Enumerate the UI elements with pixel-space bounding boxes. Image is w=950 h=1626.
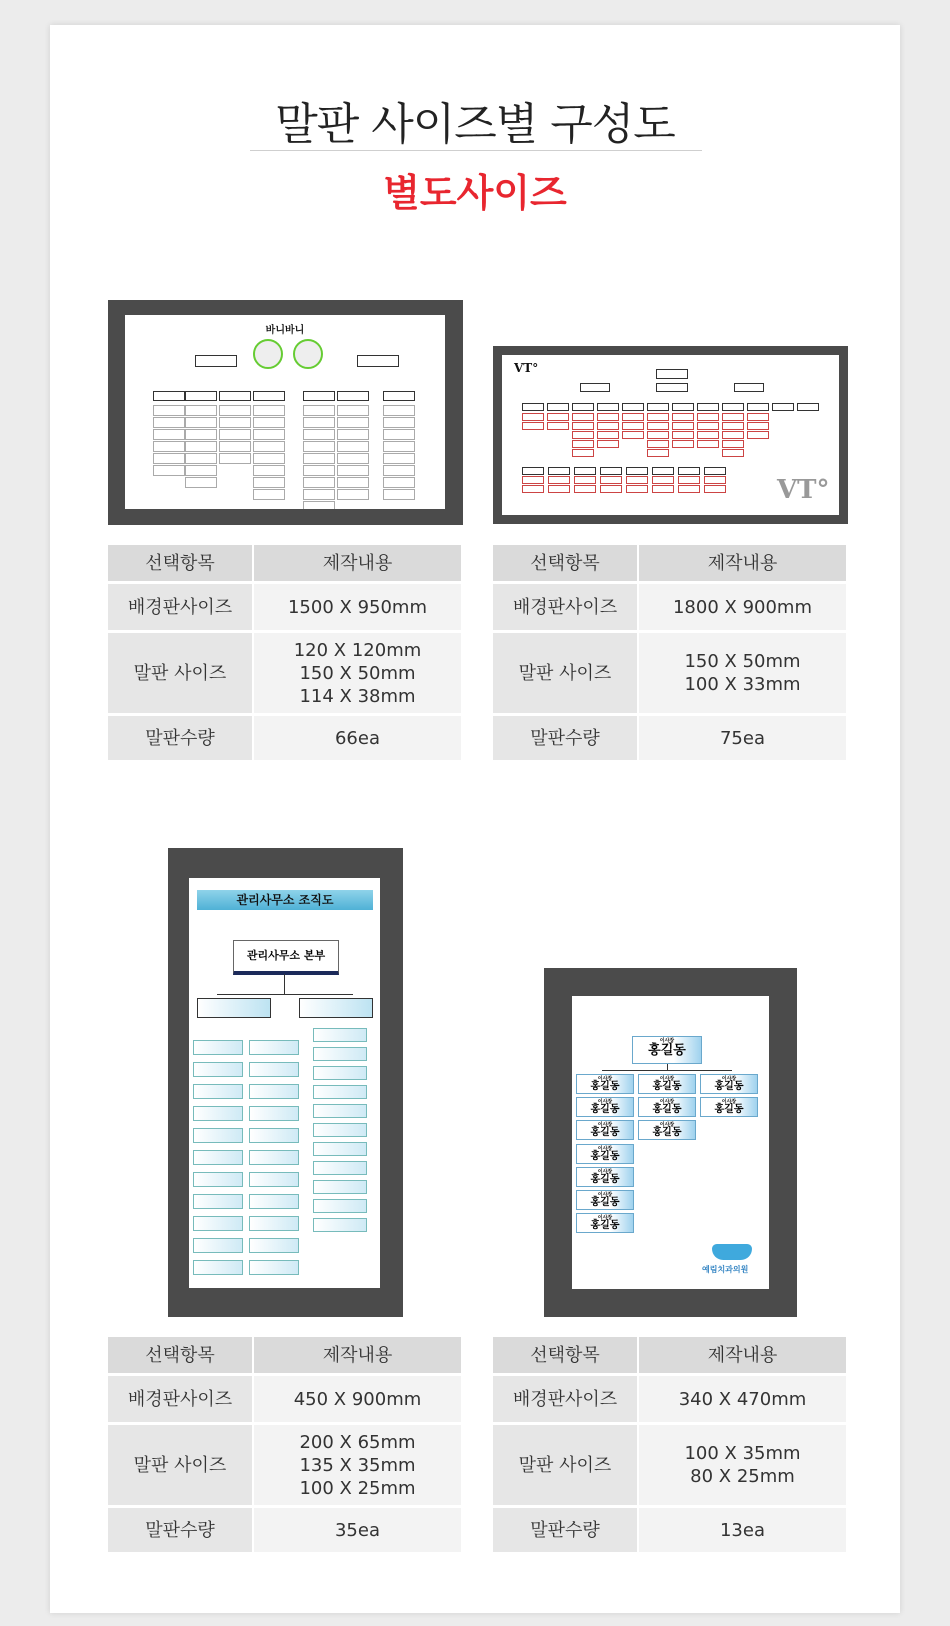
product-3-qty: 35ea xyxy=(253,1507,461,1553)
mini-name-plate xyxy=(576,1190,634,1210)
mini-name-plate xyxy=(597,422,619,430)
mini-name-plate xyxy=(734,383,764,392)
mini-name-plate xyxy=(303,441,335,452)
mini-name-plate xyxy=(313,1028,367,1042)
mini-name-plate xyxy=(638,1120,696,1140)
mini-name-plate xyxy=(704,476,726,484)
mini-name-plate xyxy=(747,422,769,430)
mini-name-plate xyxy=(638,1097,696,1117)
mini-plate-role: 이사장 xyxy=(597,1099,613,1105)
product-1-plate-size: 120 X 120mm xyxy=(293,639,422,661)
product-4-plate-size: 80 X 25mm xyxy=(690,1466,795,1487)
mini-dept-box xyxy=(572,403,594,411)
row-label-plate: 말판 사이즈 xyxy=(108,632,253,715)
mini-name-plate xyxy=(626,485,648,493)
mini-name-plate xyxy=(153,465,185,476)
row-label-qty: 말판수량 xyxy=(108,715,253,761)
mini-plate-role: 이사장 xyxy=(597,1169,613,1175)
mini-name-plate xyxy=(185,477,217,488)
mini-name-plate xyxy=(193,1106,243,1121)
mini-dept-box xyxy=(357,355,399,367)
product-3-plate-size: 200 X 65mm xyxy=(299,1431,416,1453)
mini-name-plate xyxy=(193,1128,243,1143)
mini-name-plate xyxy=(672,413,694,421)
connector-line xyxy=(602,1070,732,1071)
mini-name-plate xyxy=(313,1161,367,1175)
mini-dept-box xyxy=(195,355,237,367)
mini-plate-role: 이사장 xyxy=(659,1076,675,1082)
mini-dept-box xyxy=(747,403,769,411)
mini-name-plate xyxy=(193,1260,243,1275)
product-4-plate-size: 100 X 35mm xyxy=(684,1443,801,1464)
mini-name-plate xyxy=(383,465,415,476)
page-subtitle: 별도사이즈 xyxy=(383,171,567,215)
product-2-plate-size: 150 X 50mm xyxy=(684,651,801,672)
mini-name-plate xyxy=(185,453,217,464)
mini-plate-name: 홍길동 xyxy=(652,1104,682,1115)
mini-dept-box xyxy=(303,391,335,401)
mini-name-plate xyxy=(672,431,694,439)
mini-name-plate xyxy=(193,1150,243,1165)
mini-dept-box xyxy=(652,467,674,475)
mini-name-plate xyxy=(185,429,217,440)
mini-name-plate xyxy=(697,413,719,421)
mini-name-plate xyxy=(313,1047,367,1061)
mini-name-plate xyxy=(647,449,669,457)
mini-name-plate xyxy=(652,485,674,493)
mini-name-plate xyxy=(219,417,251,428)
mini-dept-box xyxy=(672,403,694,411)
mini-name-plate xyxy=(185,465,217,476)
mini-name-plate xyxy=(383,429,415,440)
mini-name-plate xyxy=(303,501,335,509)
mini-name-plate xyxy=(522,485,544,493)
mini-dept-box xyxy=(548,467,570,475)
mini-name-plate xyxy=(253,453,285,464)
mini-name-plate xyxy=(632,1036,702,1064)
mini-name-plate xyxy=(747,431,769,439)
mini-dept-box xyxy=(647,403,669,411)
product-1-qty: 66ea xyxy=(253,715,461,761)
mini-plate-role: 이사장 xyxy=(721,1076,737,1082)
row-label-qty: 말판수량 xyxy=(493,715,638,761)
mini-name-plate xyxy=(576,1213,634,1233)
mini-name-plate xyxy=(253,489,285,500)
mini-dept-box xyxy=(337,391,369,401)
mini-name-plate xyxy=(313,1066,367,1080)
mini-dept-box xyxy=(722,403,744,411)
mini-dept-box xyxy=(704,467,726,475)
mini-dept-box xyxy=(153,391,185,401)
mini-name-plate xyxy=(153,405,185,416)
mini-name-plate xyxy=(652,476,674,484)
mini-name-plate xyxy=(626,476,648,484)
mini-name-plate xyxy=(747,413,769,421)
mini-name-plate xyxy=(337,453,369,464)
mini-name-plate xyxy=(219,441,251,452)
mini-name-plate xyxy=(249,1062,299,1077)
mini-name-plate xyxy=(574,476,596,484)
mini-name-plate xyxy=(576,1097,634,1117)
product-1-board-size: 1500 X 950mm xyxy=(253,583,461,632)
mini-plate-name: 홍길동 xyxy=(648,1043,686,1058)
mini-name-plate xyxy=(337,477,369,488)
mini-name-plate xyxy=(253,405,285,416)
row-label-board: 배경판사이즈 xyxy=(493,1375,638,1424)
mini-name-plate xyxy=(622,413,644,421)
mini-name-plate xyxy=(697,422,719,430)
mini-plate-name: 홍길동 xyxy=(590,1104,620,1115)
row-label-board: 배경판사이즈 xyxy=(108,583,253,632)
photo-circle xyxy=(253,339,283,369)
mini-name-plate xyxy=(193,1084,243,1099)
mini-name-plate xyxy=(253,477,285,488)
mini-name-plate xyxy=(678,476,700,484)
mini-name-plate xyxy=(522,476,544,484)
product-4-clinic-logo xyxy=(712,1244,752,1260)
mini-name-plate xyxy=(597,440,619,448)
mini-plate-name: 홍길동 xyxy=(590,1127,620,1138)
mini-name-plate xyxy=(303,477,335,488)
product-1-plate-size: 114 X 38mm xyxy=(299,685,416,707)
row-label-plate: 말판 사이즈 xyxy=(493,632,638,715)
mini-name-plate xyxy=(597,431,619,439)
mini-plate-name: 홍길동 xyxy=(714,1104,744,1115)
mini-name-plate xyxy=(193,1172,243,1187)
mini-name-plate xyxy=(572,440,594,448)
connector-line xyxy=(284,974,285,994)
product-3-spec-table xyxy=(108,1337,461,1552)
mini-name-plate xyxy=(253,441,285,452)
mini-name-plate xyxy=(313,1199,367,1213)
mini-name-plate xyxy=(572,422,594,430)
mini-name-plate xyxy=(600,485,622,493)
product-4-qty: 13ea xyxy=(638,1507,846,1553)
mini-name-plate xyxy=(153,417,185,428)
product-4-board-size: 340 X 470mm xyxy=(638,1375,846,1424)
product-2-logo: VT° xyxy=(514,361,539,375)
header-option: 선택항목 xyxy=(493,1337,638,1375)
mini-name-plate xyxy=(383,453,415,464)
mini-name-plate xyxy=(193,1194,243,1209)
mini-name-plate xyxy=(383,405,415,416)
product-1-image-title: 바니바니 xyxy=(265,325,305,336)
mini-dept-box xyxy=(600,467,622,475)
mini-name-plate xyxy=(303,453,335,464)
mini-name-plate xyxy=(700,1074,758,1094)
mini-dept-box xyxy=(522,467,544,475)
mini-name-plate xyxy=(313,1104,367,1118)
row-label-plate: 말판 사이즈 xyxy=(108,1424,253,1507)
mini-name-plate xyxy=(547,422,569,430)
mini-plate-role: 이사장 xyxy=(597,1146,613,1152)
row-label-qty: 말판수량 xyxy=(108,1507,253,1553)
mini-name-plate xyxy=(193,1216,243,1231)
product-2-spec-table xyxy=(493,545,846,760)
header-content: 제작내용 xyxy=(638,545,846,583)
mini-plate-role: 이사장 xyxy=(597,1215,613,1221)
mini-name-plate xyxy=(622,431,644,439)
mini-name-plate xyxy=(153,453,185,464)
mini-name-plate xyxy=(647,440,669,448)
mini-plate-name: 홍길동 xyxy=(714,1081,744,1092)
row-label-board: 배경판사이즈 xyxy=(108,1375,253,1424)
mini-plate-role: 이사장 xyxy=(721,1099,737,1105)
mini-name-plate xyxy=(337,489,369,500)
mini-name-plate xyxy=(337,441,369,452)
mini-dept-box xyxy=(383,391,415,401)
mini-name-plate xyxy=(574,485,596,493)
mini-name-plate xyxy=(249,1238,299,1253)
mini-plate-name: 홍길동 xyxy=(590,1081,620,1092)
mini-name-plate xyxy=(153,429,185,440)
mini-plate-role: 이사장 xyxy=(597,1076,613,1082)
mini-plate-name: 홍길동 xyxy=(652,1127,682,1138)
mini-plate-role: 이사장 xyxy=(659,1099,675,1105)
product-2-watermark-logo: VT° xyxy=(777,475,830,505)
product-3-plate-size: 135 X 35mm xyxy=(299,1454,416,1476)
mini-name-plate xyxy=(249,1216,299,1231)
mini-name-plate xyxy=(597,413,619,421)
mini-dept-box xyxy=(622,403,644,411)
mini-name-plate xyxy=(548,485,570,493)
product-3-image-title: 관리사무소 조직도 xyxy=(197,890,373,910)
mini-name-plate xyxy=(722,449,744,457)
mini-name-plate xyxy=(313,1142,367,1156)
mini-name-plate xyxy=(672,422,694,430)
product-2-plate-size: 100 X 33mm xyxy=(684,674,801,695)
mini-name-plate xyxy=(656,383,688,392)
mini-name-plate xyxy=(253,465,285,476)
mini-name-plate xyxy=(193,1062,243,1077)
page-title: 말판 사이즈별 구성도 xyxy=(275,99,675,150)
header-content: 제작내용 xyxy=(638,1337,846,1375)
mini-name-plate xyxy=(249,1040,299,1055)
mini-name-plate xyxy=(697,440,719,448)
mini-name-plate xyxy=(185,417,217,428)
mini-name-plate xyxy=(193,1238,243,1253)
mini-name-plate xyxy=(193,1040,243,1055)
mini-dept-box xyxy=(574,467,596,475)
header-option: 선택항목 xyxy=(493,545,638,583)
mini-name-plate xyxy=(249,1128,299,1143)
mini-name-plate xyxy=(303,429,335,440)
mini-name-plate xyxy=(249,1172,299,1187)
mini-name-plate xyxy=(249,1260,299,1275)
mini-name-plate xyxy=(219,453,251,464)
row-label-qty: 말판수량 xyxy=(493,1507,638,1553)
mini-name-plate xyxy=(313,1180,367,1194)
header-option: 선택항목 xyxy=(108,1337,253,1375)
mini-name-plate xyxy=(303,405,335,416)
mini-plate-name: 홍길동 xyxy=(590,1151,620,1162)
connector-line xyxy=(217,994,353,995)
mini-name-plate xyxy=(722,431,744,439)
mini-name-plate xyxy=(580,383,610,392)
mini-name-plate xyxy=(337,405,369,416)
mini-name-plate xyxy=(572,449,594,457)
product-4-image xyxy=(544,968,797,1317)
mini-dept-box xyxy=(522,403,544,411)
mini-plate-name: 홍길동 xyxy=(590,1174,620,1185)
photo-circle xyxy=(293,339,323,369)
mini-name-plate xyxy=(722,422,744,430)
mini-name-plate xyxy=(303,465,335,476)
product-3-plate-size: 100 X 25mm xyxy=(299,1477,416,1499)
mini-name-plate xyxy=(383,441,415,452)
mini-plate-name: 홍길동 xyxy=(590,1220,620,1231)
product-2-board-size: 1800 X 900mm xyxy=(638,583,846,632)
mini-name-plate xyxy=(700,1097,758,1117)
mini-name-plate xyxy=(219,429,251,440)
mini-name-plate xyxy=(576,1167,634,1187)
product-4-spec-table xyxy=(493,1337,846,1552)
mini-name-plate xyxy=(219,405,251,416)
product-3-board-size: 450 X 900mm xyxy=(253,1375,461,1424)
row-label-plate: 말판 사이즈 xyxy=(493,1424,638,1507)
mini-dept-box xyxy=(253,391,285,401)
header-content: 제작내용 xyxy=(253,545,461,583)
mini-name-plate xyxy=(576,1074,634,1094)
mini-name-plate xyxy=(253,429,285,440)
mini-name-plate xyxy=(600,476,622,484)
mini-dept-box xyxy=(547,403,569,411)
product-1-image xyxy=(108,300,463,525)
mini-name-plate xyxy=(197,998,271,1018)
mini-name-plate xyxy=(383,477,415,488)
mini-name-plate xyxy=(249,1150,299,1165)
mini-name-plate xyxy=(704,485,726,493)
mini-name-plate xyxy=(638,1074,696,1094)
header-content: 제작내용 xyxy=(253,1337,461,1375)
mini-name-plate xyxy=(572,413,594,421)
mini-dept-box xyxy=(697,403,719,411)
mini-name-plate xyxy=(337,429,369,440)
mini-name-plate xyxy=(337,417,369,428)
mini-name-plate xyxy=(337,465,369,476)
mini-name-plate xyxy=(576,1144,634,1164)
mini-name-plate xyxy=(576,1120,634,1140)
mini-name-plate xyxy=(522,422,544,430)
mini-name-plate xyxy=(303,489,335,500)
product-1-spec-table xyxy=(108,545,461,760)
product-2-image xyxy=(493,346,848,524)
mini-name-plate xyxy=(249,1194,299,1209)
mini-name-plate xyxy=(313,1218,367,1232)
product-3-hq-box: 관리사무소 본부 xyxy=(233,940,339,975)
mini-plate-name: 홍길동 xyxy=(652,1081,682,1092)
mini-name-plate xyxy=(656,369,688,379)
mini-dept-box xyxy=(219,391,251,401)
mini-name-plate xyxy=(722,413,744,421)
mini-name-plate xyxy=(678,485,700,493)
mini-name-plate xyxy=(547,413,569,421)
mini-name-plate xyxy=(313,1123,367,1137)
mini-name-plate xyxy=(622,422,644,430)
mini-name-plate xyxy=(647,413,669,421)
mini-name-plate xyxy=(299,998,373,1018)
product-1-plate-size: 150 X 50mm xyxy=(299,662,416,684)
mini-name-plate xyxy=(249,1106,299,1121)
mini-name-plate xyxy=(548,476,570,484)
product-4-clinic-name: 예림치과의원 xyxy=(702,1265,749,1274)
mini-plate-role: 이사장 xyxy=(659,1122,675,1128)
mini-dept-box xyxy=(797,403,819,411)
mini-name-plate xyxy=(303,417,335,428)
mini-name-plate xyxy=(153,441,185,452)
mini-plate-role: 이사장 xyxy=(597,1122,613,1128)
row-label-board: 배경판사이즈 xyxy=(493,583,638,632)
mini-name-plate xyxy=(572,431,594,439)
mini-dept-box xyxy=(597,403,619,411)
mini-name-plate xyxy=(697,431,719,439)
mini-dept-box xyxy=(678,467,700,475)
mini-name-plate xyxy=(722,440,744,448)
mini-name-plate xyxy=(647,422,669,430)
product-2-qty: 75ea xyxy=(638,715,846,761)
mini-plate-role: 이사장 xyxy=(659,1038,675,1044)
mini-dept-box xyxy=(185,391,217,401)
mini-dept-box xyxy=(626,467,648,475)
mini-name-plate xyxy=(249,1084,299,1099)
mini-name-plate xyxy=(383,417,415,428)
mini-name-plate xyxy=(522,413,544,421)
mini-plate-role: 이사장 xyxy=(597,1192,613,1198)
mini-name-plate xyxy=(383,489,415,500)
mini-name-plate xyxy=(313,1085,367,1099)
mini-name-plate xyxy=(185,441,217,452)
header-option: 선택항목 xyxy=(108,545,253,583)
mini-name-plate xyxy=(253,417,285,428)
mini-dept-box xyxy=(772,403,794,411)
title-divider xyxy=(250,150,702,151)
mini-plate-name: 홍길동 xyxy=(590,1197,620,1208)
mini-name-plate xyxy=(647,431,669,439)
mini-name-plate xyxy=(185,405,217,416)
mini-name-plate xyxy=(672,440,694,448)
product-3-image xyxy=(168,848,403,1317)
